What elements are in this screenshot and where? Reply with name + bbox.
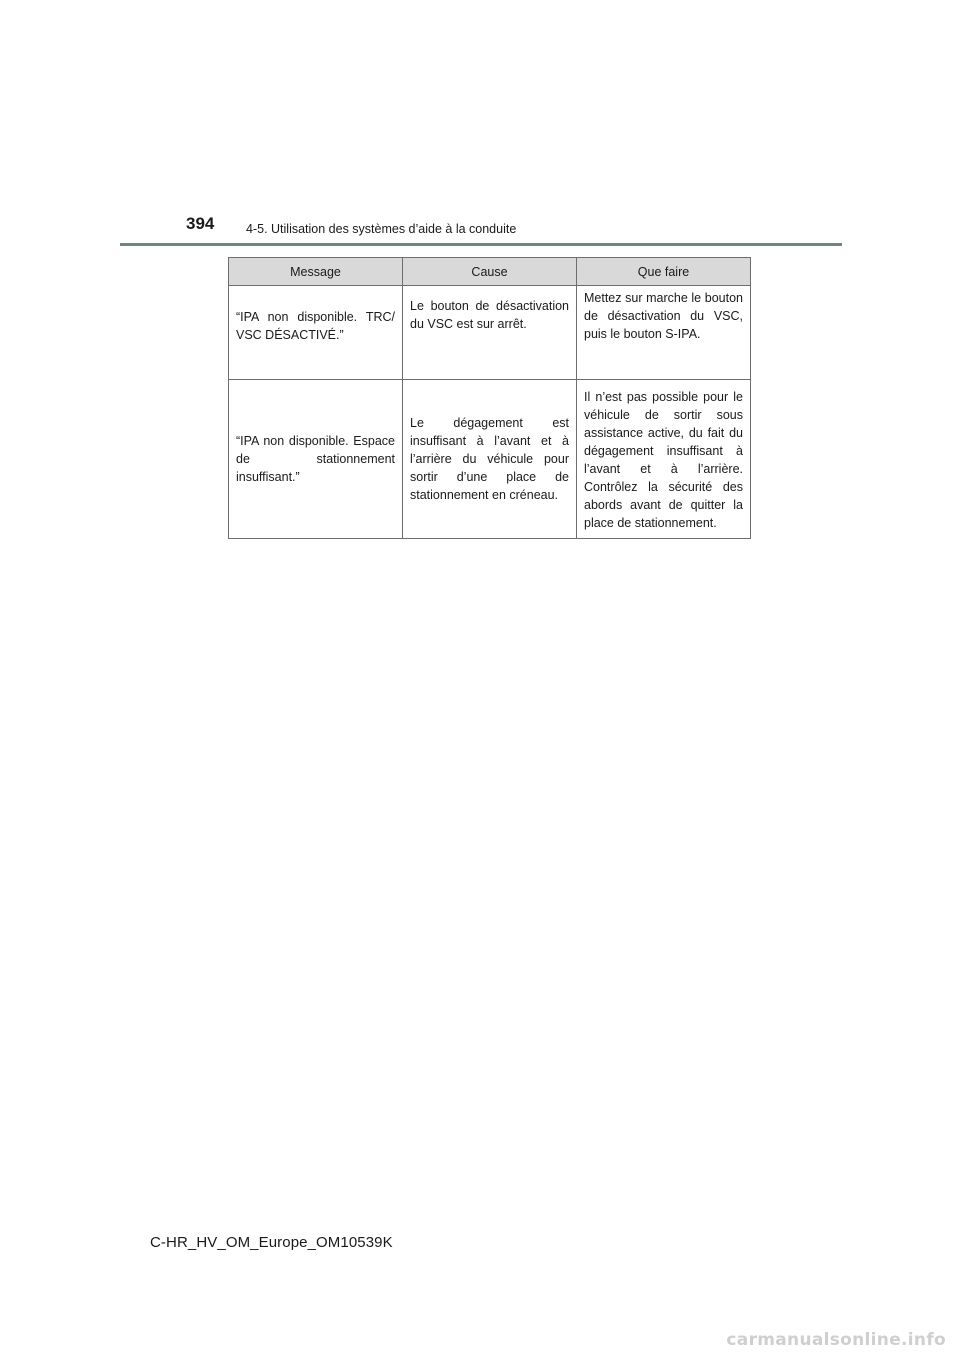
watermark: carmanualsonline.info [726, 1330, 946, 1350]
cell-cause: Le dégagement est insuffisant à l’avant et à l’arrière du véhicule pour sortir d’une place de stationnement en créneau. [403, 380, 577, 539]
cell-action: Mettez sur marche le bouton de désactivation du VSC, puis le bouton S-IPA. [577, 286, 751, 380]
cell-action: Il n’est pas possible pour le véhicule de sortir sous assistance active, du fait du dégagement insuffisant à l’avant et à l’arrière. Contrôlez la sécurité des abords avant de quitter la place de stationnement. [577, 380, 751, 539]
table-header-row [229, 258, 751, 286]
column-header-cause: Cause [403, 258, 577, 286]
column-header-message: Message [229, 258, 403, 286]
section-title: 4-5. Utilisation des systèmes d’aide à la conduite [246, 222, 517, 236]
page-number: 394 [186, 214, 215, 233]
document-code: C-HR_HV_OM_Europe_OM10539K [150, 1234, 393, 1251]
table-row [229, 380, 751, 539]
column-header-action: Que faire [577, 258, 751, 286]
cell-message: “IPA non disponible. TRC/ VSC DÉSACTIVÉ.” [229, 286, 403, 380]
header-rule [120, 243, 842, 246]
cell-cause: Le bouton de désactivation du VSC est sur arrêt. [403, 286, 577, 380]
message-table [228, 257, 750, 539]
cell-message: “IPA non disponible. Espace de stationnement insuffisant.” [229, 380, 403, 539]
table-row [229, 286, 751, 380]
